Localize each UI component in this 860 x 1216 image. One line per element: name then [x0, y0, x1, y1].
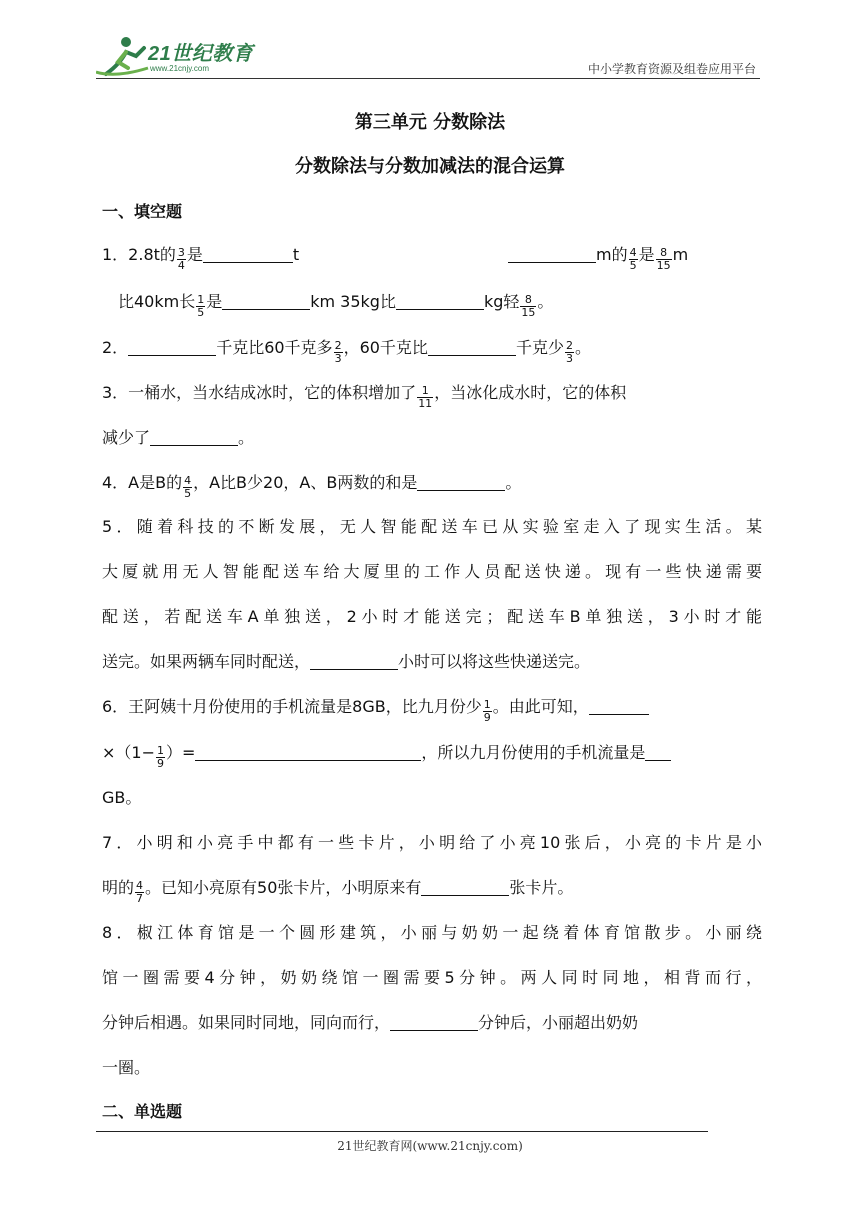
question-1-line-1: [102, 243, 299, 272]
answer-blank[interactable]: [195, 742, 421, 761]
answer-blank[interactable]: [645, 742, 671, 761]
header-divider: [96, 78, 760, 79]
fraction: $\frac{4}{7}$: [136, 879, 144, 905]
fraction: $\frac{2}{3}$: [334, 339, 342, 365]
question-8-line-3: 分钟后相遇。如果同时同地，同向而行， 分钟后，小丽超出奶奶: [102, 1013, 639, 1032]
question-5-line-1: 5．随着科技的不断发展，无人智能配送车已从实验室走入了现实生活。某: [102, 517, 762, 536]
logo: [96, 34, 266, 78]
fraction: $\frac{1}{9}$: [483, 698, 491, 724]
question-1-line-1b: m的 $\frac{4}{5}$ 是 $\frac{8}{15}$ m: [508, 243, 688, 272]
fraction: $\frac{1}{11}$: [418, 384, 433, 410]
answer-blank[interactable]: [428, 337, 516, 356]
logo-url: www.21cnjy.com: [150, 64, 209, 73]
answer-blank[interactable]: [589, 696, 649, 715]
page-subtitle: 分数除法与分数加减法的混合运算: [295, 156, 565, 177]
section-heading-fill-blank: 一、填空题: [102, 202, 183, 221]
fraction: $\frac{4}{5}$: [184, 474, 192, 500]
q1-text-a3: t: [292, 245, 300, 264]
answer-blank[interactable]: [390, 1012, 478, 1031]
answer-blank[interactable]: [417, 472, 505, 491]
fraction: $\frac{8}{15}$: [656, 246, 671, 272]
fraction: $\frac{1}{9}$: [157, 744, 164, 770]
fraction: $\frac{1}{5}$: [197, 293, 205, 319]
q1-text-a1: 1．2.8t的: [102, 245, 176, 264]
page-title: 第三单元 分数除法: [354, 112, 506, 133]
fraction: $\frac{2}{3}$: [565, 339, 573, 365]
question-2: 2． 千克比60千克多 $\frac{2}{3}$ ，60千克比 千克少 $\frac{2}{3}$ 。: [102, 338, 591, 365]
question-3-line-2: 减少了 。: [102, 428, 255, 447]
footer-divider: [96, 1131, 708, 1132]
question-3-line-1: 3．一桶水，当水结成冰时，它的体积增加了 $\frac{1}{11}$ ，当冰化成水时，它的体积: [102, 383, 627, 410]
fraction: $\frac{3}{4}$: [177, 246, 185, 272]
question-5-line-2: 大厦就用无人智能配送车给大厦里的工作人员配送快递。现有一些快递需要: [102, 562, 762, 581]
question-4: 4．A是B的 $\frac{4}{5}$ ，A比B少20，A、B两数的和是 。: [102, 473, 522, 500]
answer-blank[interactable]: [203, 244, 293, 263]
answer-blank[interactable]: [150, 427, 238, 446]
question-5-line-4: 送完。如果两辆车同时配送， 小时可以将这些快递送完。: [102, 652, 591, 671]
fraction: $\frac{4}{5}$: [629, 246, 637, 272]
question-5-line-3: 配送，若配送车A单独送，2小时才能送完；配送车B单独送，3小时才能: [102, 607, 762, 626]
question-8-line-4: 一圈。: [102, 1058, 151, 1077]
runner-logo-icon: [96, 34, 152, 78]
question-7-line-1: 7．小明和小亮手中都有一些卡片，小明给了小亮10张后，小亮的卡片是小: [102, 833, 762, 852]
q1-text-a2: 是: [186, 245, 203, 264]
answer-blank[interactable]: [421, 877, 509, 896]
answer-blank[interactable]: [128, 337, 216, 356]
question-8-line-2: 馆一圈需要4分钟，奶奶绕馆一圈需要5分钟。两人同时同地，相背而行，: [102, 968, 762, 987]
answer-blank[interactable]: [222, 291, 310, 310]
fraction: $\frac{8}{15}$: [521, 293, 536, 319]
question-6-line-3: GB。: [102, 788, 142, 807]
footer-text: 21世纪教育网(www.21cnjy.com): [337, 1139, 523, 1153]
question-6-line-1: 6．王阿姨十月份使用的手机流量是8GB，比九月份少 $\frac{1}{9}$ 。由此可知，: [102, 695, 649, 724]
answer-blank[interactable]: [508, 244, 596, 263]
header-platform-text: 中小学教育资源及组卷应用平台: [587, 62, 756, 76]
answer-blank[interactable]: [310, 651, 398, 670]
page-header: [96, 30, 760, 82]
logo-text: 21世纪教育: [148, 43, 254, 65]
section-heading-single-choice: 二、单选题: [102, 1102, 183, 1121]
question-1-line-2: 比40km长 $\frac{1}{5}$ 是 km 35kg比 kg轻 $\frac{8}{15}$ 。: [118, 292, 554, 319]
answer-blank[interactable]: [396, 291, 484, 310]
question-7-line-2: 明的 $\frac{4}{7}$ 。已知小亮原有50张卡片，小明原来有 张卡片。: [102, 878, 574, 905]
question-6-line-2: ×（1− $\frac{1}{9}$ ）= ，所以九月份使用的手机流量是: [102, 741, 671, 770]
question-8-line-1: 8．椒江体育馆是一个圆形建筑，小丽与奶奶一起绕着体育馆散步。小丽绕: [102, 923, 762, 942]
